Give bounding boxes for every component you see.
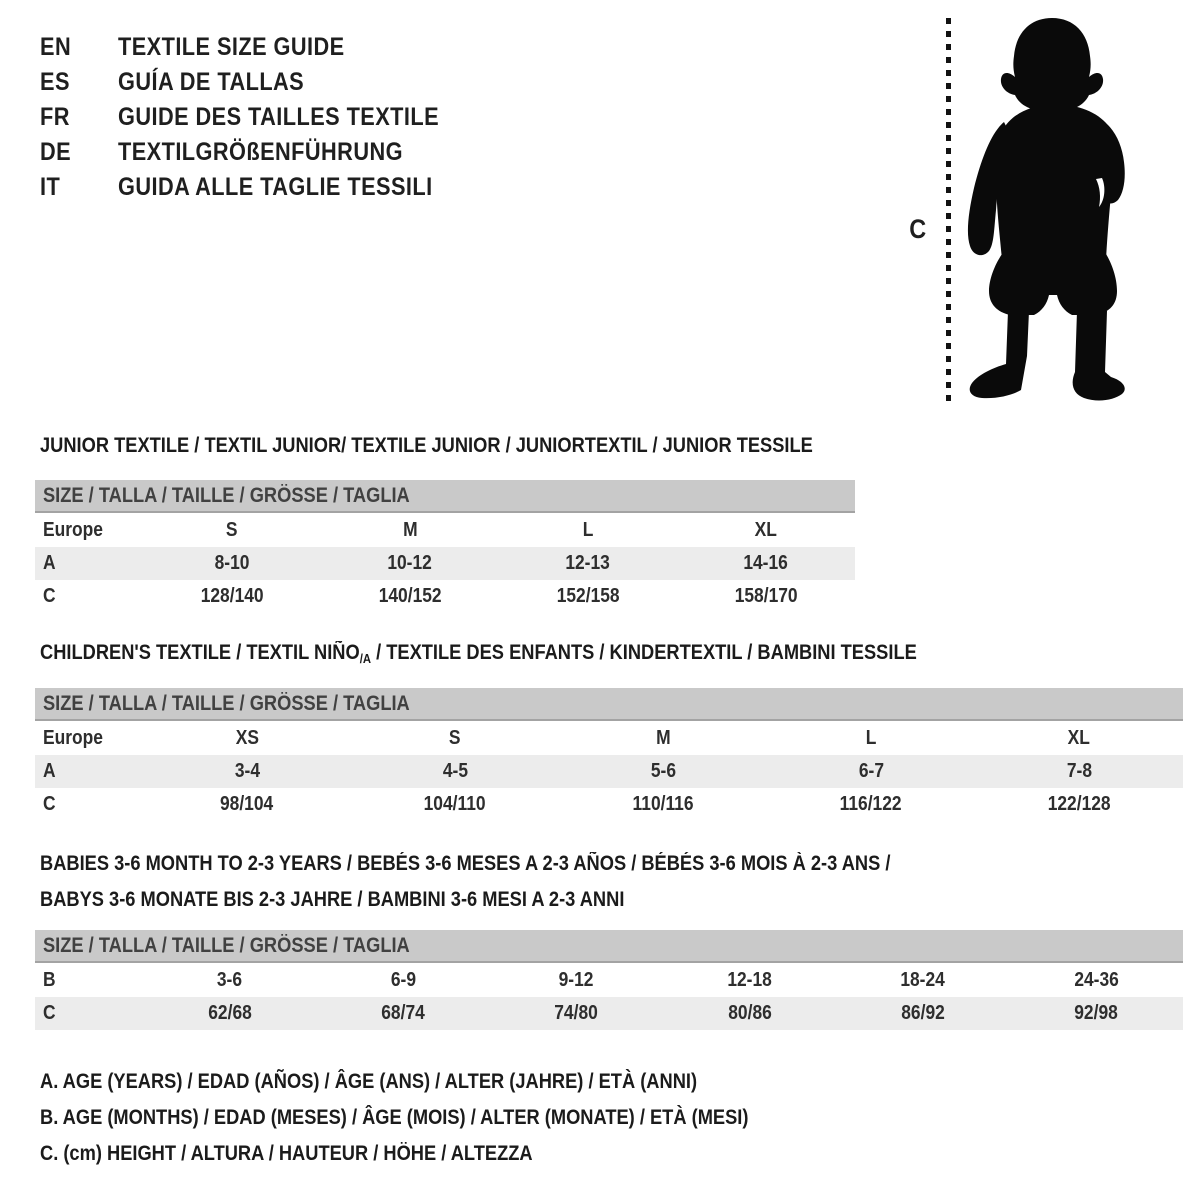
lang-code: ES (40, 68, 70, 96)
cell-value: 128/140 (200, 585, 264, 607)
cell-value: 86/92 (901, 1002, 945, 1024)
lang-row-en (40, 30, 487, 65)
cell-value: 110/116 (632, 793, 694, 815)
size-header-bar: SIZE / TALLA / TAILLE / GRÖSSE / TAGLIA (35, 688, 1183, 721)
lang-title: TEXTILE SIZE GUIDE (118, 33, 345, 61)
cell-value: XL (1067, 727, 1091, 749)
language-title-list (40, 30, 487, 205)
junior-section-heading: JUNIOR TEXTILE / TEXTIL JUNIOR/ TEXTILE JUNIOR / JUNIORTEXTIL / JUNIOR TESSILE (40, 434, 813, 457)
cell-value: 152/158 (556, 585, 620, 607)
legend-line-a: A. AGE (YEARS) / EDAD (AÑOS) / ÂGE (ANS) / ALTER (JAHRE) / ETÀ (ANNI) (40, 1070, 698, 1093)
children-table (35, 722, 1183, 821)
table-row (35, 580, 855, 613)
cell-value: M (402, 519, 418, 541)
row-label: C (43, 1002, 56, 1024)
cell-value: S (449, 727, 461, 749)
legend-line-b: B. AGE (MONTHS) / EDAD (MESES) / ÂGE (MOIS) / ALTER (MONATE) / ETÀ (MESI) (40, 1106, 749, 1129)
table-row (35, 755, 1183, 788)
measure-c-label: C (909, 214, 927, 244)
cell-value: 68/74 (381, 1002, 425, 1024)
cell-value: XS (235, 727, 259, 749)
cell-value: 104/110 (424, 793, 486, 815)
cell-value: 140/152 (378, 585, 442, 607)
lang-row-de (40, 135, 487, 170)
row-label: C (43, 585, 56, 607)
cell-value: 5-6 (650, 760, 676, 782)
cell-value: 24-36 (1074, 969, 1119, 991)
cell-value: 74/80 (554, 1002, 599, 1024)
cell-value: 12-18 (727, 969, 772, 991)
children-size-table (35, 688, 1183, 821)
cell-value: L (865, 727, 877, 749)
babies-section-heading: BABIES 3-6 MONTH TO 2-3 YEARS / BEBÉS 3-6 MESES A 2-3 AÑOS / BÉBÉS 3-6 MOIS À 2-3 ANS / BABYS 3-6 MONATE BIS 2-3 JAHRE / BAMBINI 3-6 MESI A 2-3 ANNI (40, 852, 891, 911)
lang-code: FR (40, 103, 70, 131)
junior-size-table (35, 480, 855, 613)
cell-value: XL (754, 519, 778, 541)
row-label: C (43, 793, 56, 815)
row-label: B (43, 969, 56, 991)
table-row (35, 547, 855, 580)
lang-row-fr (40, 100, 487, 135)
cell-value: 116/122 (840, 793, 902, 815)
lang-title: GUIDE DES TAILLES TEXTILE (118, 103, 440, 131)
cell-value: 12-13 (565, 552, 611, 574)
cell-value: 158/170 (734, 585, 798, 607)
cell-value: 98/104 (220, 793, 274, 815)
legend-line-c: C. (cm) HEIGHT / ALTURA / HAUTEUR / HÖHE / ALTEZZA (40, 1142, 533, 1165)
cell-value: 92/98 (1074, 1002, 1119, 1024)
cell-value: 18-24 (900, 969, 946, 991)
toddler-silhouette-icon (958, 16, 1148, 416)
cell-value: 7-8 (1066, 760, 1092, 782)
height-measure-dashed-line (946, 18, 951, 406)
junior-table (35, 514, 855, 613)
cell-value: 14-16 (743, 552, 789, 574)
cell-value: 3-6 (217, 969, 243, 991)
row-label: A (43, 760, 56, 782)
row-label: A (43, 552, 56, 574)
babies-table (35, 964, 1183, 1030)
cell-value: 4-5 (442, 760, 468, 782)
lang-title: GUÍA DE TALLAS (118, 68, 305, 96)
cell-value: 62/68 (207, 1002, 252, 1024)
cell-value: 6-7 (858, 760, 884, 782)
heading-subscript: /A (359, 651, 372, 666)
cell-value: 10-12 (387, 552, 433, 574)
babies-size-table (35, 930, 1183, 1030)
size-header-bar: SIZE / TALLA / TAILLE / GRÖSSE / TAGLIA (35, 930, 1183, 963)
legend (40, 1064, 854, 1172)
row-label: Europe (43, 519, 103, 541)
size-header-bar: SIZE / TALLA / TAILLE / GRÖSSE / TAGLIA (35, 480, 855, 513)
table-row (35, 964, 1183, 997)
table-row (35, 788, 1183, 821)
lang-title: TEXTILGRÖßENFÜHRUNG (118, 138, 403, 166)
table-row (35, 997, 1183, 1030)
table-row (35, 722, 1183, 755)
lang-title: GUIDA ALLE TAGLIE TESSILI (118, 173, 433, 201)
cell-value: L (582, 519, 594, 541)
children-section-heading: CHILDREN'S TEXTILE / TEXTIL $NIÑO_{/A}$ / TEXTILE DES ENFANTS / KINDERTEXTIL / BAMBINI TESSILE (40, 641, 917, 666)
cell-value: 8-10 (214, 552, 250, 574)
lang-row-it (40, 170, 487, 205)
lang-row-es (40, 65, 487, 100)
cell-value: 6-9 (390, 969, 416, 991)
cell-value: 3-4 (234, 760, 260, 782)
lang-code: DE (40, 138, 72, 166)
cell-value: M (655, 727, 671, 749)
cell-value: 9-12 (558, 969, 594, 991)
table-row (35, 514, 855, 547)
cell-value: 80/86 (727, 1002, 772, 1024)
lang-code: EN (40, 33, 72, 61)
lang-code: IT (40, 173, 61, 201)
row-label: Europe (43, 727, 103, 749)
cell-value: S (226, 519, 238, 541)
cell-value: 122/128 (1047, 793, 1111, 815)
